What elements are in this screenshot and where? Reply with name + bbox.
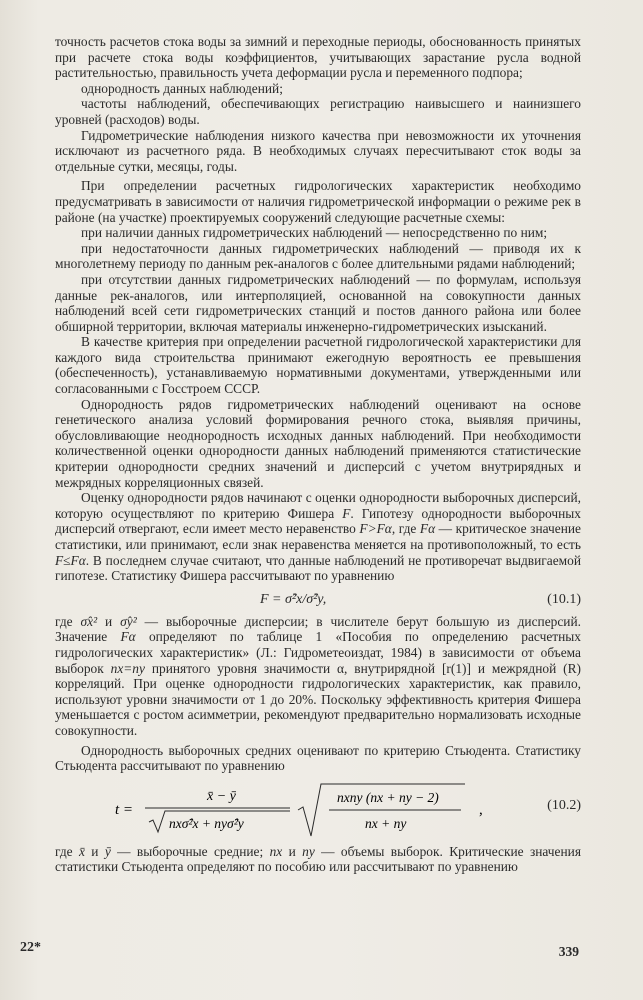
paragraph: однородность данных наблюдений; (81, 80, 283, 96)
body-text (55, 34, 581, 875)
formula-t: t = (115, 801, 134, 818)
paragraph: В качестве критерия при определении расчетной гидрологической характеристики для каждого вида строительства принимают ежегодную вероятность ее превышения (обеспеченность), устанавливаемую нормативными документами, утвержденными или согласованными с Госстроем СССР. (55, 334, 581, 397)
final-paragraph: где x̄ и ȳ — выборочные средние; nx и ny — объемы выборок. Критические значения статистики Стьюдента определяют по пособию или рассчитывают по уравнению (55, 843, 581, 875)
formula-explanation: где σ̂x² и σ̂y² — выборочные дисперсии; в числителе берут большую из дисперсий. Значение Fα определяют по таблице 1 «Пособия по определению расчетных гидрологических характеристик» (Л.: Гидрометеоиздат, 1984) в зависимости от объема выборок nx=ny принятого уровня значимости α, внутрирядной [r(1)] и межрядной (R) корреляций. При оценке однородности гидрологических характеристик, как правило, используют уровни значимости от 1 до 20%. Поскольку эффективность критерия Фишера уменьшается с ростом асимметрии, рекомендуют предварительно нормализовать исходные совокупности. (55, 613, 581, 738)
page-number: 339 (558, 944, 579, 959)
formula-number: (10.2) (547, 797, 581, 813)
inner-denominator: nx + ny (365, 815, 407, 831)
paragraph: частоты наблюдений, обеспечивающих регистрацию наивысшего и наинизшего уровней (расходов) воды. (55, 96, 581, 127)
formula-number: (10.1) (547, 591, 581, 607)
inner-numerator: nxny (nx + ny − 2) (337, 789, 439, 805)
formula-expression: F = σ̂²x/σ̂²y, (260, 591, 327, 607)
formula-numerator: x̄ − ȳ (207, 788, 236, 804)
paragraph: при отсутствии данных гидрометрических наблюдений — по формулам, используя данные рек-аналогов, или интерполяцией, основанной на совокупности данных наблюдений всей сети гидрометрических станций и постов данного района или более обширной территории, включая материалы инженерно-гидрометрических изысканий. (55, 271, 581, 334)
formula-denominator: nxσ̂²x + nyσ̂²y (169, 815, 244, 831)
student-paragraph: Однородность выборочных средних оценивают по критерию Стьюдента. Статистику Стьюдента рассчитывают по уравнению (55, 742, 581, 774)
formula-comma: , (479, 801, 483, 818)
fisher-paragraph: Оценку однородности рядов начинают с оценки однородности выборочных дисперсий, которую осуществляют по критерию Фишера F. Гипотезу однородности выборочных дисперсий отвергают, если имеет место неравенство F>Fα, где Fα — критическое значение статистики, или принимают, если знак неравенства меняется на противоположный, то есть F≤Fα. В последнем случае считают, что данные наблюдений не противоречат выдвигаемой гипотезе. Статистику Фишера рассчитывают по уравнению (55, 490, 581, 584)
signature-mark: 22* (20, 940, 41, 955)
paragraph: Однородность рядов гидрометрических наблюдений оценивают на основе генетического анализа условий формирования речного стока, выявляя причины, обусловливающие неоднородность исходных данных наблюдений. При необходимости количественной оценки однородности данных наблюдений применяются статистические критерии однородности средних значений и дисперсий с учетом внутрирядных и межрядных корреляционных связей. (55, 396, 581, 490)
paragraph: Гидрометрические наблюдения низкого качества при невозможности их уточнения исключают из расчетного ряда. В необходимых случаях пересчитывают сток воды за отдельные сутки, месяцы, годы. (55, 127, 581, 174)
paragraph: при недостаточности данных гидрометрических наблюдений — приводя их к многолетнему периоду по данным рек-аналогов с более длительными рядами наблюдений; (55, 240, 581, 272)
student-formula-graphic (115, 780, 555, 838)
formula-10-2 (55, 780, 581, 838)
paragraph: При определении расчетных гидрологических характеристик необходимо предусматривать в зависимости от наличия гидрометрической информации о режиме рек в районе (на участке) проектируемых сооружений следующие расчетные схемы: (55, 178, 581, 225)
formula-10-1 (55, 587, 581, 613)
paragraph: точность расчетов стока воды за зимний и переходные периоды, обоснованность принятых при расчете стока воды коэффициентов, учитывающих зарастание русла водной растительностью, правильность учета деформации русла и переменного подпора; (55, 34, 581, 81)
paragraph: при наличии данных гидрометрических наблюдений — непосредственно по ним; (81, 225, 548, 241)
